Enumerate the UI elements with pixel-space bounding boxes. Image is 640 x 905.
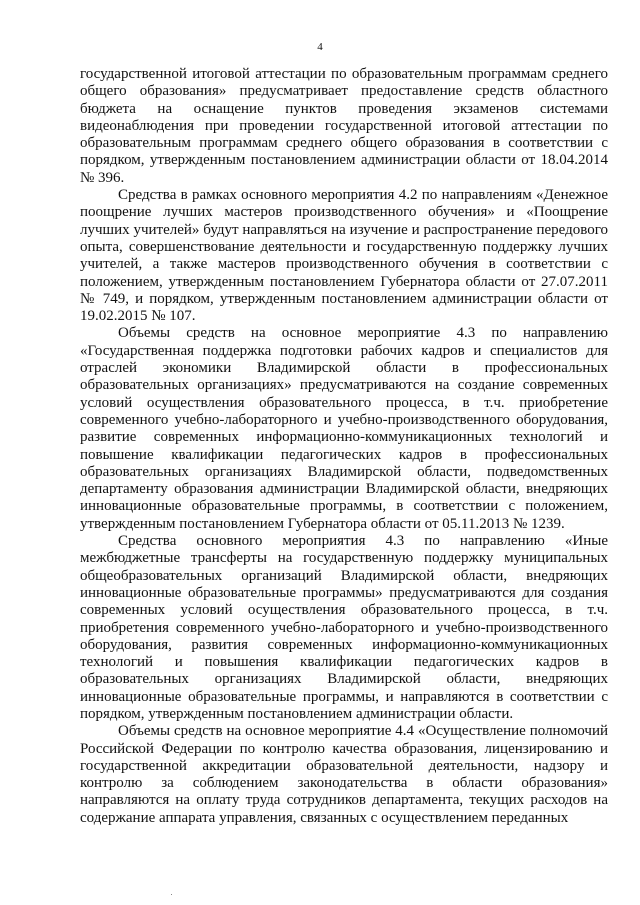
paragraph-measure-4-4: Объемы средств на основное мероприятие 4.4 «Осуществление полномочий Российской Федерации по контролю качества образования, лицензированию и государственной аккредитации образовательной деятельности, надзору и контролю за соблюдением законодательства в области образования» направляются на оплату труда сотрудников департамента, текущих расходов на содержание аппарата управления, связанных с осуществлением переданных: [80, 723, 608, 826]
paragraph-measure-4-3-transfers: Средства основного мероприятия 4.3 по направлению «Иные межбюджетные трансферты на государственную поддержку муниципальных общеобразовательных организаций Владимирской области, внедряющих инновационные образовательные программы» предусматриваются для создания современных условий осуществления образовательного процесса, в т.ч. приобретения современного учебно-лабораторного и учебно-производственного оборудования, развития современных информационно-коммуникационных технологий и повышения квалификации педагогических кадров в образовательных организациях Владимирской области, внедряющих инновационные образовательные программы, и направляются в соответствии с порядком, утвержденным постановлением администрации области.: [80, 533, 608, 722]
document-body: [80, 66, 608, 827]
scan-speck: [171, 894, 172, 895]
page-number: 4: [317, 41, 323, 53]
paragraph-continuation: государственной итоговой аттестации по образовательным программам среднего общего образования» предусматривает предоставление средств областного бюджета на оснащение пунктов проведения экзаменов системами видеонаблюдения при проведении государственной итоговой аттестации по образовательным программам среднего общего образования в соответствии с порядком, утвержденным постановлением администрации области от 18.04.2014 № 396.: [80, 66, 608, 186]
paragraph-measure-4-2: Средства в рамках основного мероприятия 4.2 по направлениям «Денежное поощрение лучших мастеров производственного обучения» и «Поощрение лучших учителей» будут направляться на изучение и распространение передового опыта, совершенствование деятельности и государственную поддержку лучших учителей, а также мастеров производственного обучения в соответствии с положением, утвержденным постановлением Губернатора области от 27.07.2011 № 749, и порядком, утвержденным постановлением администрации области от 19.02.2015 № 107.: [80, 187, 608, 325]
paragraph-measure-4-3-vocational: Объемы средств на основное мероприятие 4.3 по направлению «Государственная поддержка подготовки рабочих кадров и специалистов для отраслей экономики Владимирской области в профессиональных образовательных организациях» предусматриваются на создание современных условий осуществления образовательного процесса, в т.ч. приобретение современного учебно-лабораторного и учебно-производственного оборудования, развитие современных информационно-коммуникационных технологий и повышение квалификации педагогических кадров в профессиональных образовательных организациях Владимирской области, подведомственных департаменту образования администрации Владимирской области, внедряющих инновационные образовательные программы, в соответствии с положением, утвержденным постановлением Губернатора области от 05.11.2013 № 1239.: [80, 325, 608, 532]
